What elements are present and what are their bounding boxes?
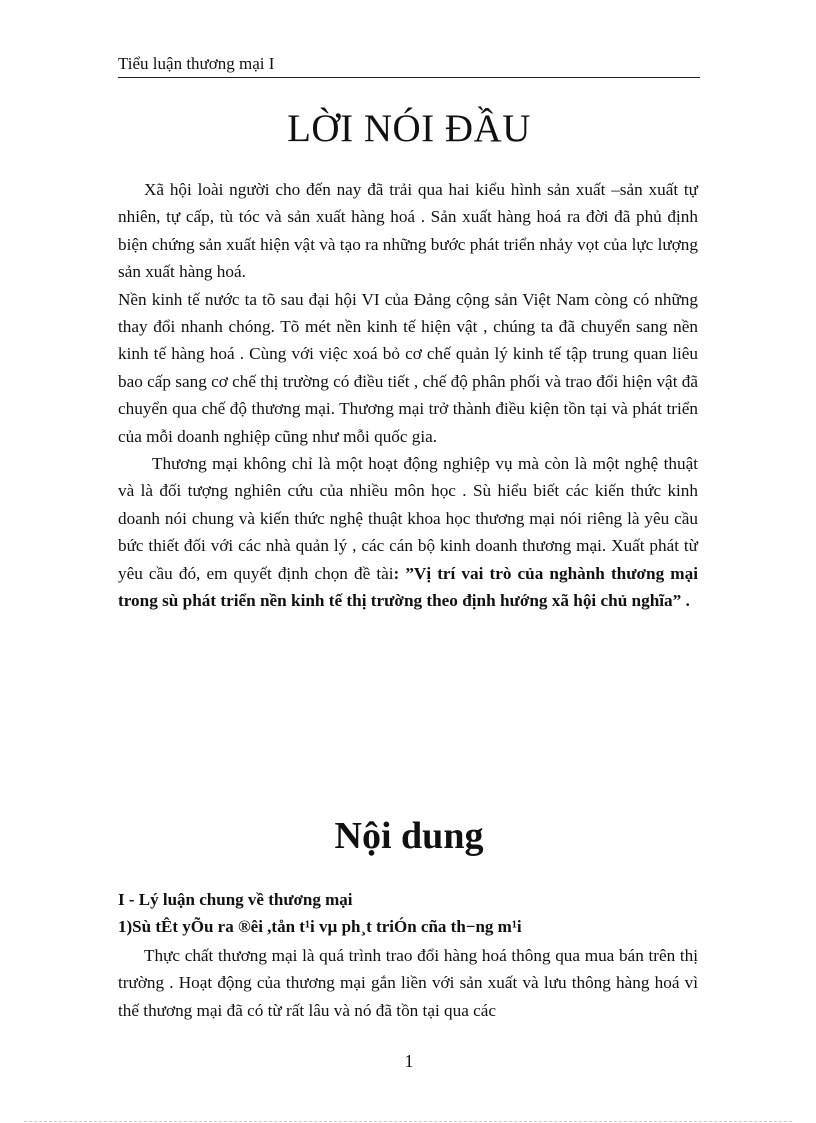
heading-level-2: 1)Sù tÊt yÕu ra ®êi ,tån t¹i vµ ph¸t triÓn cña th−ng m¹i xyxy=(118,917,522,936)
header-rule xyxy=(118,77,700,78)
thesis-topic: : ”Vị trí vai trò của nghành thương mại trong sù phát triển nền kinh tế thị trường theo định hướng xã hội chủ nghĩa” . xyxy=(118,563,698,611)
intro-paragraph-1: Xã hội loài người cho đến nay đã trải qua hai kiểu hình sản xuất –sản xuất tự nhiên, tự cấp, tù tóc và sản xuất hàng hoá . Sản xuất hàng hoá ra đời đã phủ định biện chứng sản xuất hiện vật và tạo ra những bước phát triển nhảy vọt của lực lượng sản xuất hàng hoá. xyxy=(118,180,698,282)
content-paragraph: Thực chất thương mại là quá trình trao đổi hàng hoá thông qua mua bán trên thị trường . Hoạt động của thương mại gắn liền với sản xuất và lưu thông hàng hoá vì thế thương mại đã có từ rất lâu và nó đã tồn tại qua các xyxy=(118,946,698,1020)
main-title: LỜI NÓI ĐẦU xyxy=(287,107,531,150)
page-bottom-divider xyxy=(24,1121,792,1122)
running-header: Tiểu luận thương mại I xyxy=(118,54,275,73)
intro-paragraph-3 xyxy=(118,450,698,614)
content-body xyxy=(118,942,698,1024)
intro-section xyxy=(118,176,698,615)
heading-level-1: I - Lý luận chung về thương mại xyxy=(118,890,353,909)
section-title: Nội dung xyxy=(334,815,484,857)
intro-paragraph-2: Nền kinh tế nước ta tõ sau đại hội VI của Đảng cộng sản Việt Nam còng có những thay đổi nhanh chóng. Tõ mét nền kinh tế hiện vật , chúng ta đã chuyển sang nền kinh tế hàng hoá . Cùng với việc xoá bỏ cơ chế quản lý kinh tế tập trung quan liêu bao cấp sang cơ chế thị trường có điều tiết , chế độ phân phối và trao đổi hiện vật đã chuyển qua chế độ thương mại. Thương mại trở thành điều kiện tồn tại và phát triển của mỗi doanh nghiệp cũng như mỗi quốc gia. xyxy=(118,289,698,446)
page-number: 1 xyxy=(404,1051,414,1071)
intro-paragraph-3-text: Thương mại không chỉ là một hoạt động nghiệp vụ mà còn là một nghệ thuật và là đối tượng nghiên cứu của nhiều môn học . Sù hiểu biết các kiến thức kinh doanh nói chung và kiến thức nghệ thuật khoa học thương mại nói riêng là yêu cầu bức thiết đối với các nhà quản lý , các cán bộ kinh doanh thương mại. Xuất phát từ yêu cầu đó, em quyết định chọn đề tài xyxy=(118,454,698,583)
